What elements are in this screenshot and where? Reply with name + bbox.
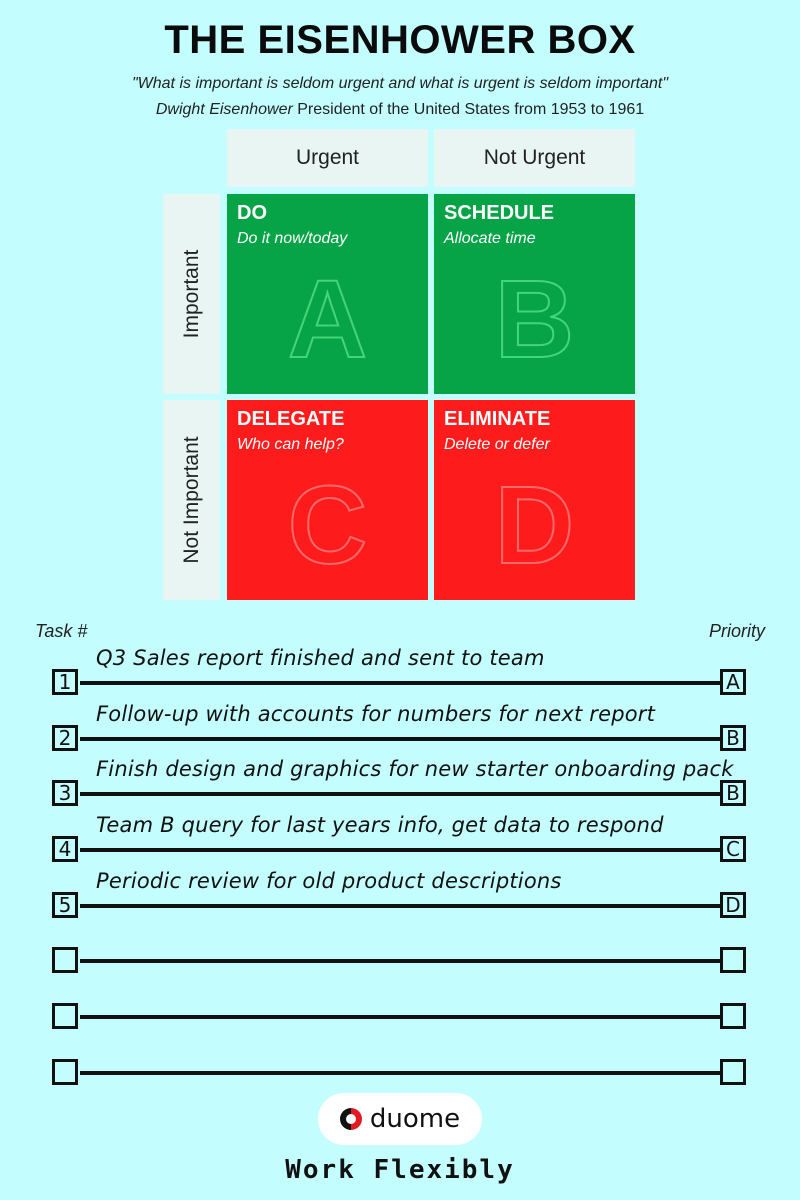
col-header-urgent: Urgent <box>227 129 428 187</box>
task-number-box[interactable]: 1 <box>52 669 78 695</box>
quadrant-letter: B <box>494 258 575 381</box>
task-priority-box[interactable]: A <box>720 669 746 695</box>
task-row <box>0 1052 800 1092</box>
quadrant-subtitle: Do it now/today <box>237 230 348 247</box>
task-number-header: Task # <box>35 621 88 641</box>
quadrant-do <box>227 194 428 394</box>
quadrant-letter: C <box>287 464 368 587</box>
logo-text: duome <box>369 1104 461 1134</box>
task-priority-box[interactable]: D <box>720 892 746 918</box>
task-line <box>80 792 720 796</box>
quadrant-title: SCHEDULE <box>444 202 555 224</box>
task-text: Periodic review for old product descriptions <box>96 869 562 893</box>
task-line <box>80 904 720 908</box>
task-number-box[interactable]: 4 <box>52 836 78 862</box>
quote-author-desc: President of the United States from 1953 to 1961 <box>297 101 645 118</box>
task-priority-box[interactable]: B <box>720 725 746 751</box>
quadrant-subtitle: Allocate time <box>444 230 536 247</box>
quadrant-eliminate <box>434 400 635 600</box>
quote-author: Dwight Eisenhower <box>155 101 293 118</box>
row-header-not-important <box>163 400 220 600</box>
task-text: Team B query for last years info, get data to respond <box>96 813 664 837</box>
task-line <box>80 681 720 685</box>
task-text: Follow-up with accounts for numbers for next report <box>96 702 656 726</box>
row-header-important <box>163 194 220 394</box>
task-row <box>0 940 800 980</box>
quote-attribution <box>0 97 800 123</box>
task-priority-box[interactable]: B <box>720 780 746 806</box>
task-row <box>0 702 800 758</box>
task-line <box>80 1015 720 1019</box>
quadrant-letter: D <box>494 464 575 587</box>
task-priority-box[interactable]: C <box>720 836 746 862</box>
task-line <box>80 959 720 963</box>
task-number-box[interactable] <box>52 1003 78 1029</box>
quadrant-title: DO <box>237 202 267 224</box>
quadrant-title: ELIMINATE <box>444 408 551 430</box>
task-text: Q3 Sales report finished and sent to team <box>96 646 545 670</box>
quote-text: "What is important is seldom urgent and what is urgent is seldom important" <box>131 75 669 92</box>
task-number-box[interactable] <box>52 1059 78 1085</box>
task-row <box>0 757 800 813</box>
task-number-box[interactable]: 5 <box>52 892 78 918</box>
col-header-not-urgent: Not Urgent <box>434 129 635 187</box>
task-priority-box[interactable] <box>720 1003 746 1029</box>
task-number-box[interactable] <box>52 947 78 973</box>
priority-header: Priority <box>708 621 765 641</box>
page-title: THE EISENHOWER BOX <box>164 18 636 62</box>
duome-logo-icon <box>340 1108 362 1130</box>
task-row <box>0 813 800 869</box>
quadrant-title: DELEGATE <box>237 408 345 430</box>
task-line <box>80 1071 720 1075</box>
duome-logo <box>318 1093 482 1145</box>
task-text: Finish design and graphics for new starter onboarding pack <box>96 757 734 781</box>
task-row <box>0 996 800 1036</box>
task-line <box>80 737 720 741</box>
task-number-box[interactable]: 3 <box>52 780 78 806</box>
task-number-box[interactable]: 2 <box>52 725 78 751</box>
task-priority-box[interactable] <box>720 1059 746 1085</box>
task-priority-box[interactable] <box>720 947 746 973</box>
task-line <box>80 848 720 852</box>
task-row <box>0 869 800 925</box>
quadrant-delegate <box>227 400 428 600</box>
quadrant-letter: A <box>287 258 368 381</box>
quadrant-schedule <box>434 194 635 394</box>
row-header-important-label: Important <box>179 249 203 339</box>
task-row <box>0 646 800 702</box>
quote-block <box>0 71 800 123</box>
tagline: Work Flexibly <box>285 1155 515 1185</box>
quadrant-subtitle: Delete or defer <box>444 436 550 453</box>
quadrant-subtitle: Who can help? <box>237 436 344 453</box>
row-header-not-important-label: Not Important <box>179 436 203 564</box>
